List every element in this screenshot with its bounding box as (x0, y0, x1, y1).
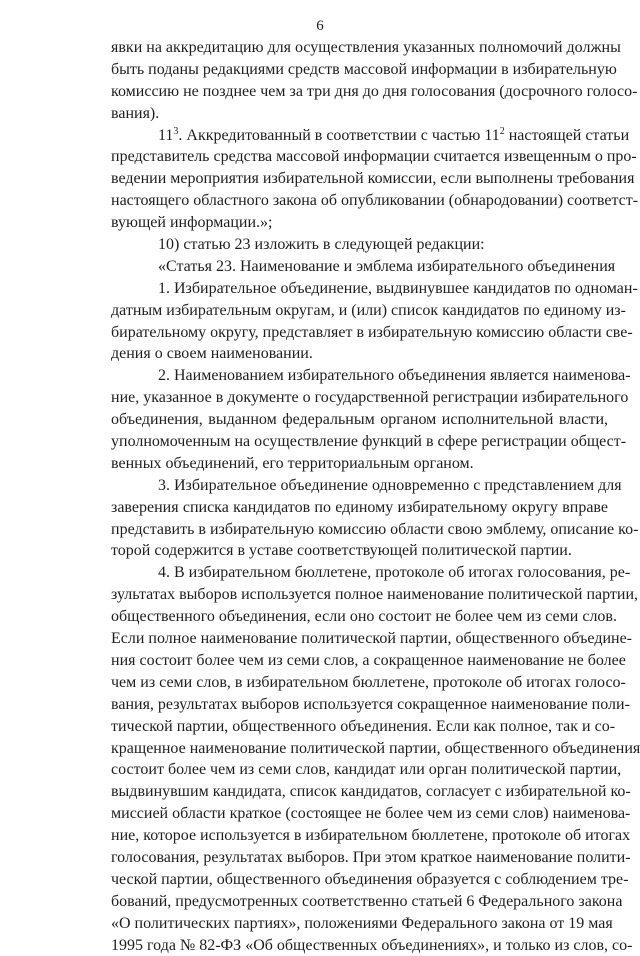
text-line: уполномоченным на осуществление функций в сфере регистрации общест- (111, 433, 627, 451)
text-line: состоит более чем из семи слов, кандидат или орган политической партии, (111, 761, 622, 779)
text-line: «Статья 23. Наименование и эмблема избирательного объединения (158, 257, 616, 275)
text-line: голосования, результатах выборов. При этом краткое наименование полити- (111, 848, 631, 866)
text-line: 1. Избирательное объединение, выдвинувшее кандидатов по одноман- (158, 279, 638, 297)
text-line: 10) статью 23 изложить в следующей редакции: (158, 236, 485, 254)
text-line: выдвинувшим кандидата, список кандидатов, согласует с избирательной ко- (111, 783, 631, 801)
text-line: Если полное наименование политической партии, общественного объедине- (111, 630, 633, 648)
text-line: чем из семи слов, в избирательном бюллетене, протоколе об итогах голосо- (111, 673, 626, 691)
text-line: объединения, выданном федеральным органом исполнительной власти, (111, 411, 608, 429)
text-line: вания, результатах выборов используется сокращенное наименование поли- (111, 695, 630, 713)
text-line: кращенное наименование политической партии, общественного объединения (111, 739, 640, 757)
text-line: настоящего областного закона об опубликовании (обнародовании) соответст- (111, 192, 639, 210)
paragraph (111, 234, 608, 256)
text-line: 2. Наименованием избирательного объединения является наименова- (158, 367, 631, 385)
text-line: вания). (111, 104, 160, 122)
text-line: комиссию не позднее чем за три дня до дня голосования (досрочного голосо- (111, 82, 638, 100)
text-line: датным избирательным округам, и (или) список кандидатов по единому из- (111, 301, 626, 319)
text-line: зультатах выборов используется полное наименование политической партии, (111, 586, 639, 604)
text-line: венных объединений, его территориальным органом. (111, 454, 474, 472)
text-line: тической партии, общественного объединения. Если как полное, так и со- (111, 717, 616, 735)
text-line: 1995 года № 82-ФЗ «Об общественных объединениях», и только из слов, со- (111, 936, 633, 954)
text-line: $11^3$. Аккредитованный в соответствии с частью $11^2$ настоящей статьи (158, 125, 630, 144)
paragraph (111, 562, 640, 956)
text-line: ние, которое используется в избирательном бюллетене, протоколе об итогах (111, 827, 631, 845)
text-line: «О политических партиях», положениями Федерального закона от 19 мая (111, 914, 613, 932)
text-line: бований, предусмотренных соответственно статьей 6 Федерального закона (111, 892, 623, 910)
text-line: ние, указанное в документе о государственной регистрации избирательного (111, 389, 629, 407)
text-line: ния состоит более чем из семи слов, а сокращенное наименование не более (111, 651, 626, 669)
text-line: бирательному округу, представляет в избирательную комиссию области све- (111, 323, 633, 341)
text-line: заверения списка кандидатов по единому избирательному округу вправе (111, 498, 608, 516)
text-line: дения о своем наименовании. (111, 345, 313, 363)
paragraph (111, 475, 639, 563)
paragraph (111, 125, 639, 234)
text-line: миссией области краткое (состоящее не более чем из семи слов) наименова- (111, 805, 631, 823)
text-line: 3. Избирательное объединение одновременно с представлением для (158, 476, 622, 494)
text-line: общественного объединения, если оно состоит не более чем из семи слов. (111, 608, 617, 626)
paragraph (111, 278, 638, 366)
text-line: представитель средства массовой информации считается извещенным о про- (111, 148, 637, 166)
document-body (111, 37, 640, 956)
text-line: явки на аккредитацию для осуществления указанных полномочий должны (111, 39, 621, 56)
page-number: 6 (316, 18, 324, 34)
text-line: ческой партии, общественного объединения образуется с соблюдением тре- (111, 870, 629, 888)
paragraph (111, 365, 631, 474)
paragraph (111, 256, 616, 278)
text-line: представить в избирательную комиссию области свою эмблему, описание ко- (111, 520, 639, 538)
text-line: 4. В избирательном бюллетене, протоколе об итогах голосования, ре- (158, 564, 631, 582)
text-line: торой содержится в уставе соответствующей политической партии. (111, 542, 572, 560)
text-line: ведении мероприятия избирательной комиссии, если выполнены требования (111, 170, 635, 188)
paragraph (111, 37, 638, 125)
text-line: быть поданы редакциями средств массовой информации в избирательную (111, 60, 617, 78)
text-line: вующей информации.»; (111, 214, 273, 232)
